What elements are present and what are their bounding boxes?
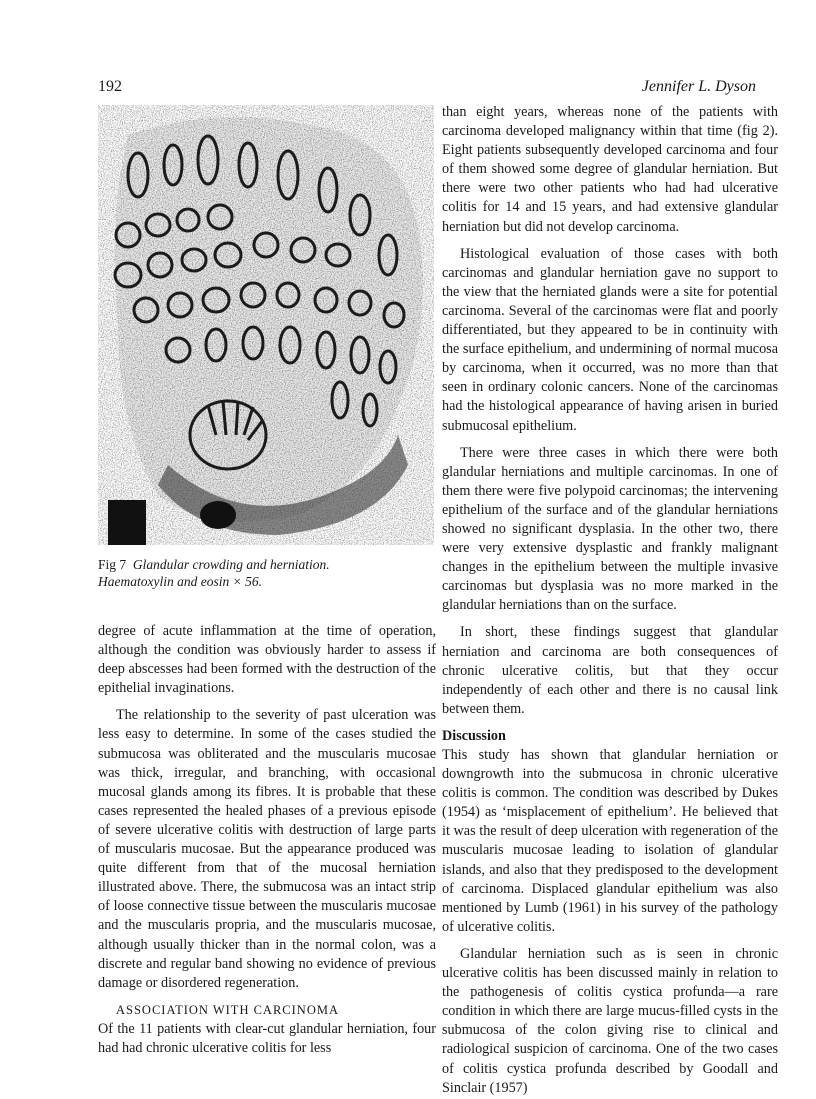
page-number: 192 — [98, 78, 122, 95]
paragraph: Histological evaluation of those cases with both carcinomas and glandular herniation gave no support to the view that the herniated glands were a site for potential carcinoma. Several of the carcinomas were flat and poorly differentiated, but they appeared to be in continuity with the surface epithelium, and undermining of normal mucosa by carcinoma, when it occurred, was no more than that seen in ordinary colonic cancers. None of the carcinomas had the histological appearance of having arisen in buried submucosal epithelium. — [442, 245, 778, 434]
running-head: Jennifer L. Dyson — [641, 78, 756, 95]
caption-line-1: Glandular crowding and herniation. — [132, 557, 330, 572]
paragraph: than eight years, whereas none of the patients with carcinoma developed malignancy within that time (fig 2). Eight patients subsequently developed carcinoma and four of them showed some degree of glandular herniation. But there were two other patients who had had ulcerative colitis for 14 and 15 years, and had extensive glandular herniation but did not develop carcinoma. — [442, 104, 778, 235]
micrograph-image — [98, 105, 434, 545]
left-column — [98, 622, 436, 1058]
paragraph: Glandular herniation such as is seen in chronic ulcerative colitis has been discussed mainly in relation to the pathogenesis of colitis cystica profunda—a rare condition in which there are large mucus-filled cysts in the submucosa of the colon giving rise to clinical and radiological suspicion of carcinoma. One of the two cases of colitis cystica profunda described by Goodall and Sinclair (1957) — [442, 945, 778, 1096]
section-heading: ASSOCIATION WITH CARCINOMA — [116, 1002, 339, 1017]
figure-caption — [98, 556, 428, 590]
paragraph: There were three cases in which there were both glandular herniations and multiple carcinomas. In one of them there were five polypoid carcinomas; the intervening epithelium of the surface and of the glandular herniations showed no significant dysplasia. In the other two, there were very extensive dysplastic and frankly malignant changes in the epithelium between the multiple invasive carcinomas but dysplasia was no more marked in the glandular herniations than on the surface. — [442, 444, 778, 614]
paragraph: Of the 11 patients with clear-cut glandular herniation, four had had chronic ulcerative colitis for less — [98, 1020, 436, 1056]
section-heading: Discussion — [442, 727, 506, 744]
paragraph: This study has shown that glandular herniation or downgrowth into the submucosa in chronic ulcerative colitis is common. The condition was described by Dukes (1954) as ‘misplacement of epithelium’. He believed that it was the result of deep ulceration with regeneration of the muscularis mucosae leading to isolation of glandular islands, and also that they predisposed to the development of carcinoma. Displaced glandular epithelium was also mentioned by Lumb (1961) in his survey of the pathology of ulcerative colitis. — [442, 747, 778, 935]
figure-micrograph — [98, 105, 434, 545]
right-column — [442, 103, 778, 1098]
figure-label: Fig 7 — [98, 557, 127, 572]
paragraph: In short, these findings suggest that glandular herniation and carcinoma are both consequences of chronic ulcerative colitis, but that they occur independently of each other and there is no causal link between them. — [442, 624, 778, 717]
paragraph: The relationship to the severity of past ulceration was less easy to determine. In some of the cases studied the submucosa was obliterated and the muscularis mucosae was thick, irregular, and branching, with occasional mucosal glands among its fibres. It is probable that these cases represented the healed phases of a previous episode of severe ulcerative colitis with destruction of large parts of muscularis mucosae. But the appearance produced was quite different from that of the mucosal herniation illustrated above. There, the submucosa was an intact strip of loose connective tissue between the muscularis mucosae and the muscularis propria, and the muscularis mucosae, although usually thicker than in the normal colon, was a discrete and regular band showing no evidence of previous damage or disordered regeneration. — [98, 707, 436, 991]
caption-line-2: Haematoxylin and eosin × 56. — [98, 574, 262, 589]
paragraph: degree of acute inflammation at the time of operation, although the condition was obviously harder to assess if deep abscesses had been formed with the destruction of the epithelial invaginations. — [98, 623, 436, 697]
